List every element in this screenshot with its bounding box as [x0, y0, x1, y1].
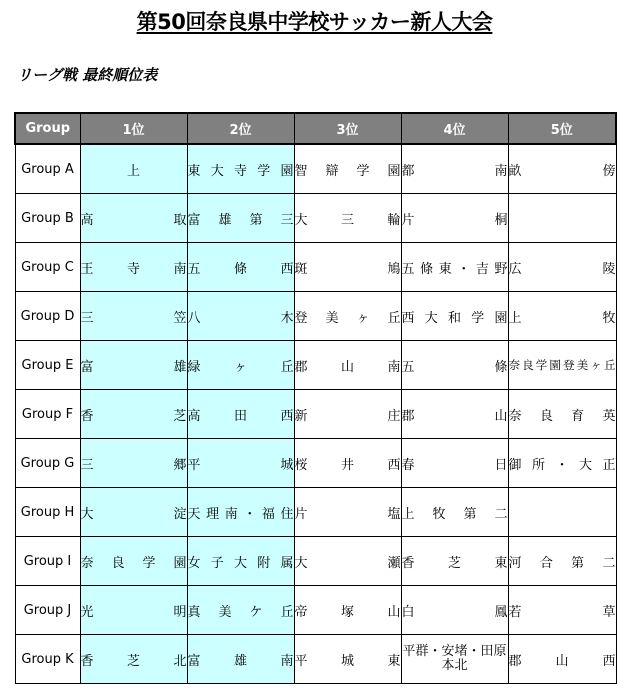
- group-cell: Group C: [15, 243, 80, 292]
- rank-4-cell: 五條: [401, 341, 508, 390]
- rank-5-cell: 郡山西: [508, 635, 616, 684]
- rank-5-cell: 奈良育英: [508, 390, 616, 439]
- rank-4-cell: 西大和学園: [401, 292, 508, 341]
- rank-2-cell: 緑ヶ丘: [187, 341, 294, 390]
- table-row: [15, 292, 616, 341]
- group-cell: Group G: [15, 439, 80, 488]
- rank-3-cell: 大三輪: [294, 194, 401, 243]
- header-rank-2: 2位: [187, 113, 294, 144]
- rank-5-cell: 若草: [508, 586, 616, 635]
- rank-3-cell: 斑鳩: [294, 243, 401, 292]
- group-cell: Group K: [15, 635, 80, 684]
- rank-1-cell: 光明: [80, 586, 187, 635]
- rank-3-cell: 片塩: [294, 488, 401, 537]
- rank-2-cell: 平城: [187, 439, 294, 488]
- rank-1-cell: 上: [80, 144, 187, 194]
- rank-2-cell: 八木: [187, 292, 294, 341]
- table-row: [15, 390, 616, 439]
- rank-2-cell: 真美ケ丘: [187, 586, 294, 635]
- rank-5-cell: [508, 488, 616, 537]
- rank-5-cell: 広陵: [508, 243, 616, 292]
- rank-4-cell: 春日: [401, 439, 508, 488]
- header-row: [15, 113, 616, 144]
- group-cell: Group I: [15, 537, 80, 586]
- rank-4-cell: 都南: [401, 144, 508, 194]
- rank-4-cell: 白鳳: [401, 586, 508, 635]
- standings-table: [14, 112, 617, 684]
- rank-3-cell: 平城東: [294, 635, 401, 684]
- header-rank-5: 5位: [508, 113, 616, 144]
- rank-1-cell: 奈良学園: [80, 537, 187, 586]
- rank-1-cell: 香芝: [80, 390, 187, 439]
- rank-3-cell: 大瀬: [294, 537, 401, 586]
- rank-4-cell: 片桐: [401, 194, 508, 243]
- group-cell: Group B: [15, 194, 80, 243]
- rank-5-cell: 河合第二: [508, 537, 616, 586]
- rank-5-cell: 奈良学園登美ヶ丘: [508, 341, 616, 390]
- rank-2-cell: 天理南・福住: [187, 488, 294, 537]
- header-rank-1: 1位: [80, 113, 187, 144]
- rank-5-cell: [508, 194, 616, 243]
- rank-2-cell: 高田西: [187, 390, 294, 439]
- rank-4-cell: 郡山: [401, 390, 508, 439]
- table-row: [15, 243, 616, 292]
- group-cell: Group H: [15, 488, 80, 537]
- table-row: [15, 194, 616, 243]
- table-row: [15, 586, 616, 635]
- rank-2-cell: 富雄南: [187, 635, 294, 684]
- rank-4-cell: 香芝東: [401, 537, 508, 586]
- rank-4-cell: 平群・安堵・田原本北: [401, 635, 508, 684]
- rank-1-cell: 王寺南: [80, 243, 187, 292]
- group-cell: Group J: [15, 586, 80, 635]
- group-cell: Group D: [15, 292, 80, 341]
- rank-1-cell: 高取: [80, 194, 187, 243]
- rank-3-cell: 新庄: [294, 390, 401, 439]
- page-subtitle: リーグ戦 最終順位表: [17, 66, 158, 84]
- header-rank-4: 4位: [401, 113, 508, 144]
- rank-1-cell: 香芝北: [80, 635, 187, 684]
- header-rank-3: 3位: [294, 113, 401, 144]
- rank-2-cell: 東大寺学園: [187, 144, 294, 194]
- rank-3-cell: 智辯学園: [294, 144, 401, 194]
- rank-2-cell: 五條西: [187, 243, 294, 292]
- table-row: [15, 341, 616, 390]
- table-row: [15, 488, 616, 537]
- rank-5-cell: 上牧: [508, 292, 616, 341]
- rank-2-cell: 富雄第三: [187, 194, 294, 243]
- rank-1-cell: 大淀: [80, 488, 187, 537]
- rank-4-cell: 上牧第二: [401, 488, 508, 537]
- rank-3-cell: 郡山南: [294, 341, 401, 390]
- rank-5-cell: 御所・大正: [508, 439, 616, 488]
- rank-1-cell: 富雄: [80, 341, 187, 390]
- rank-5-cell: 畝傍: [508, 144, 616, 194]
- group-cell: Group A: [15, 144, 80, 194]
- rank-4-cell: 五條東・吉野: [401, 243, 508, 292]
- rank-1-cell: 三笠: [80, 292, 187, 341]
- table-row: [15, 537, 616, 586]
- page-title: 第50回奈良県中学校サッカー新人大会: [136, 10, 493, 34]
- header-group: Group: [15, 113, 80, 144]
- group-cell: Group E: [15, 341, 80, 390]
- rank-3-cell: 帝塚山: [294, 586, 401, 635]
- table-row: [15, 144, 616, 194]
- rank-1-cell: 三郷: [80, 439, 187, 488]
- rank-3-cell: 桜井西: [294, 439, 401, 488]
- group-cell: Group F: [15, 390, 80, 439]
- table-row: [15, 635, 616, 684]
- rank-3-cell: 登美ヶ丘: [294, 292, 401, 341]
- rank-2-cell: 女子大附属: [187, 537, 294, 586]
- table-row: [15, 439, 616, 488]
